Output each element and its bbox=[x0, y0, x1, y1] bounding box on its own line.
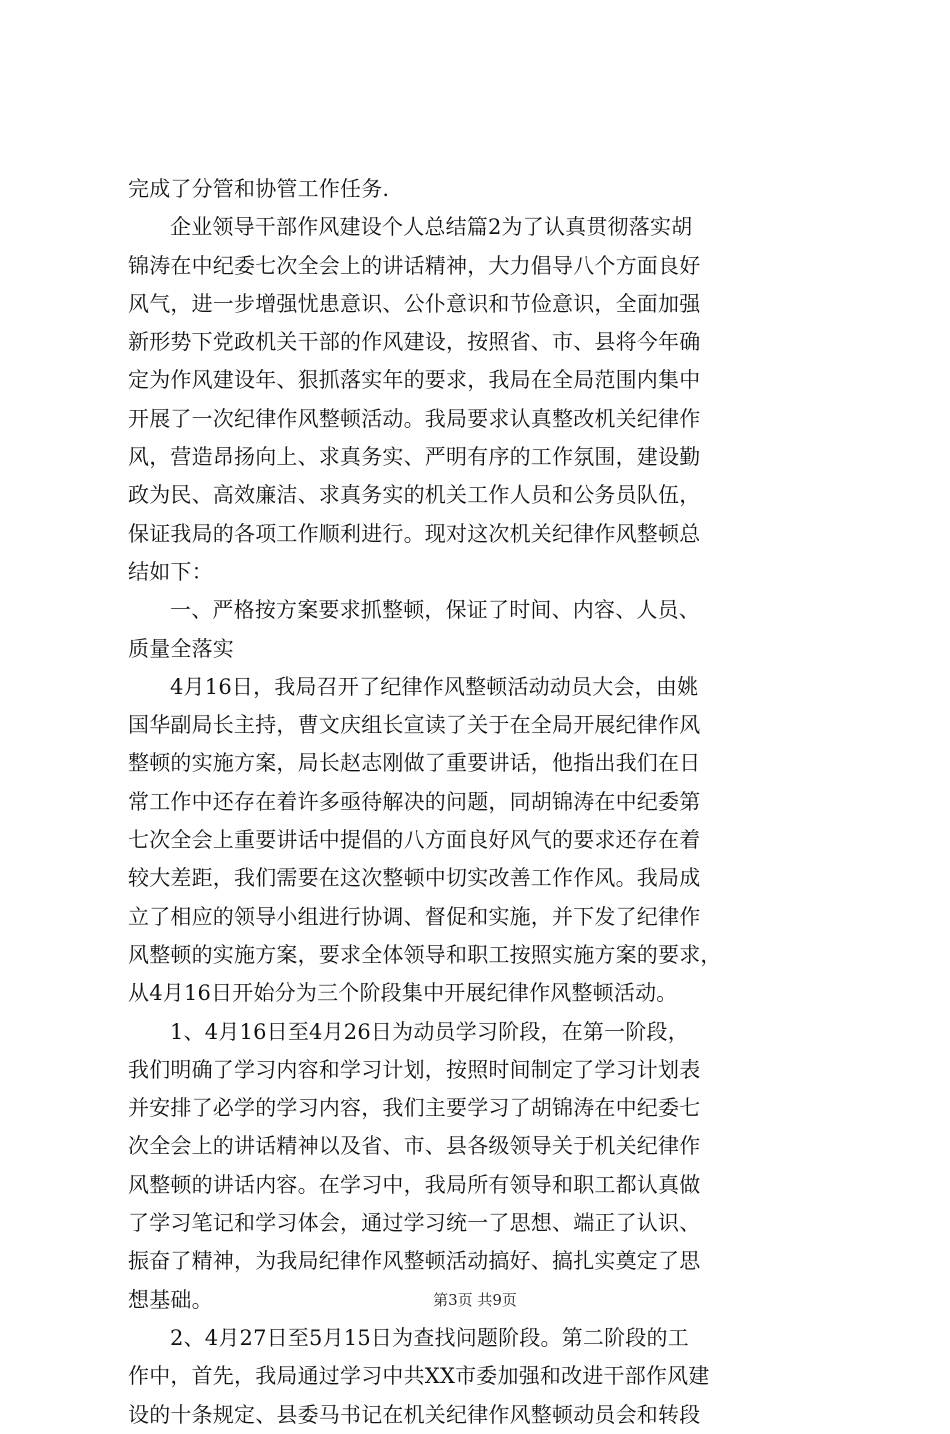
text-line: 风气，进一步增强忧患意识、公仆意识和节俭意识，全面加强 bbox=[128, 291, 701, 316]
text-line: 保证我局的各项工作顺利进行。现对这次机关纪律作风整顿总 bbox=[128, 521, 701, 546]
text-line: 七次全会上重要讲话中提倡的八方面良好风气的要求还存在着 bbox=[128, 828, 701, 853]
text-line: 立了相应的领导小组进行协调、督促和实施，并下发了纪律作 bbox=[128, 904, 701, 929]
text-line: 完成了分管和协管工作任务. bbox=[128, 177, 390, 201]
text-line: 振奋了精神，为我局纪律作风整顿活动搞好、搞扎实奠定了思 bbox=[128, 1249, 701, 1274]
text-line: 整顿的实施方案，局长赵志刚做了重要讲话，他指出我们在日 bbox=[128, 751, 701, 776]
text-line: 风整顿的实施方案，要求全体领导和职工按照实施方案的要求， bbox=[128, 942, 722, 967]
text-line: 设的十条规定、县委马书记在机关纪律作风整顿动员会和转段 bbox=[128, 1402, 701, 1427]
text-line: 我们明确了学习内容和学习计划，按照时间制定了学习计划表 bbox=[128, 1057, 701, 1082]
text-line: 2、4月27日至5月15日为查找问题阶段。第二阶段的工 bbox=[170, 1325, 689, 1350]
text-line: 风整顿的讲话内容。在学习中，我局所有领导和职工都认真做 bbox=[128, 1172, 701, 1197]
text-line: 4月16日，我局召开了纪律作风整顿活动动员大会，由姚 bbox=[170, 674, 699, 699]
text-line: 开展了一次纪律作风整顿活动。我局要求认真整改机关纪律作 bbox=[128, 406, 701, 431]
text-line: 定为作风建设年、狠抓落实年的要求，我局在全局范围内集中 bbox=[128, 368, 701, 393]
document-body bbox=[128, 170, 828, 1434]
text-line: 较大差距，我们需要在这次整顿中切实改善工作作风。我局成 bbox=[128, 866, 701, 891]
text-line: 新形势下党政机关干部的作风建设，按照省、市、县将今年确 bbox=[128, 330, 701, 355]
text-line: 质量全落实 bbox=[128, 636, 234, 661]
text-line: 1、4月16日至4月26日为动员学习阶段，在第一阶段， bbox=[170, 1019, 689, 1044]
text-line: 并安排了必学的学习内容，我们主要学习了胡锦涛在中纪委七 bbox=[128, 1096, 701, 1121]
text-line: 锦涛在中纪委七次全会上的讲话精神，大力倡导八个方面良好 bbox=[128, 253, 701, 278]
text-line: 常工作中还存在着许多亟待解决的问题，同胡锦涛在中纪委第 bbox=[128, 789, 701, 814]
text-line: 政为民、高效廉洁、求真务实的机关工作人员和公务员队伍， bbox=[128, 483, 701, 508]
text-line: 想基础。 bbox=[128, 1287, 213, 1312]
text-line: 作中，首先，我局通过学习中共XX市委加强和改进干部作风建 bbox=[128, 1364, 710, 1389]
text-line: 从4月16日开始分为三个阶段集中开展纪律作风整顿活动。 bbox=[128, 981, 678, 1006]
text-line: 结如下： bbox=[128, 559, 213, 584]
text-line: 了学习笔记和学习体会，通过学习统一了思想、端正了认识、 bbox=[128, 1211, 701, 1236]
text-line: 企业领导干部作风建设个人总结篇2为了认真贯彻落实胡 bbox=[170, 215, 693, 240]
text-line: 风，营造昂扬向上、求真务实、严明有序的工作氛围，建设勤 bbox=[128, 445, 701, 470]
page-footer: 第3页 共9页 bbox=[433, 1291, 517, 1309]
text-line: 次全会上的讲话精神以及省、市、县各级领导关于机关纪律作 bbox=[128, 1134, 701, 1159]
text-line: 一、严格按方案要求抓整顿，保证了时间、内容、人员、 bbox=[170, 598, 700, 623]
text-line: 国华副局长主持，曹文庆组长宣读了关于在全局开展纪律作风 bbox=[128, 713, 701, 738]
